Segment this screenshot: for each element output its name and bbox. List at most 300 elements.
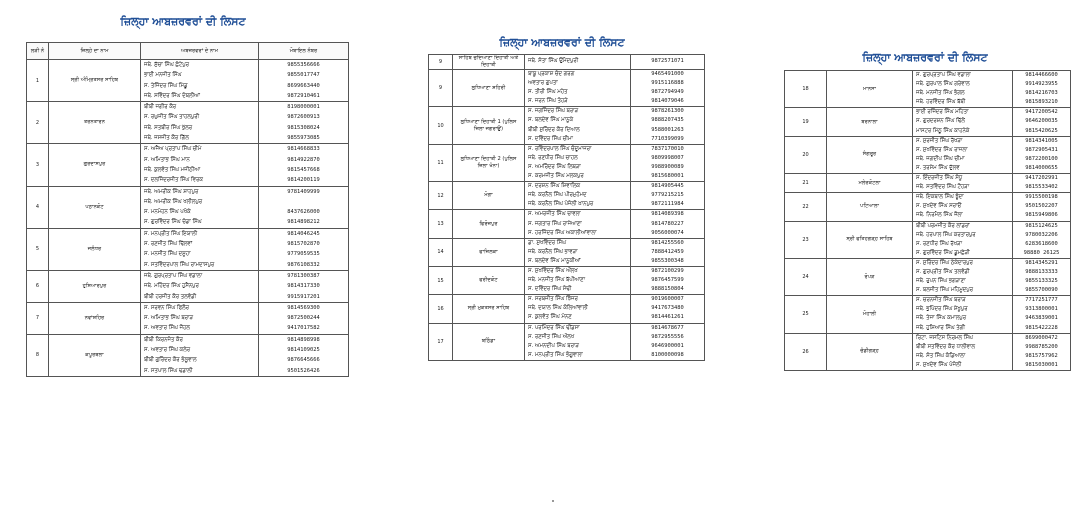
mobile-number: 9814089398 xyxy=(651,211,684,218)
table-row xyxy=(27,334,349,376)
observer-name: ਸ. ਅਮਿਤਾਭ ਸਿੰਘ ਮਾਨ xyxy=(144,156,190,163)
observer-name: ਜਥੇ. ਗੁਰਪ੍ਰਤਾਪ ਸਿੰਘ ਵਡਾਲਾ xyxy=(144,272,203,279)
table-row xyxy=(429,238,705,266)
observer-name: ਸ. ਸਰਬਜੀਤ ਸਿੰਘ ਝਿੰਜਰ xyxy=(528,296,578,303)
mobile-number: 9417673480 xyxy=(651,305,684,312)
mobile-number: 9888207435 xyxy=(651,117,684,124)
serial-cell xyxy=(785,258,827,295)
district-cell xyxy=(453,238,525,266)
mobile-number: 9814200119 xyxy=(287,177,320,184)
observer-name: ਸ. ਹਰਜਿੰਦਰ ਸਿੰਘ ਅਕਾਲੀਆਂਵਾਲਾ xyxy=(528,229,597,236)
observer-name: ਸ. ਮਨਜੀਤ ਸਿੰਘ ਦਸੂਹਾ xyxy=(144,251,191,258)
mobile-number: 9915917201 xyxy=(287,293,320,300)
serial-cell xyxy=(429,210,453,238)
mobile-number: 8437626000 xyxy=(287,209,320,216)
observer-name: ਜਥੇ. ਕਰਨੈਲ ਸਿੰਘ ਪੀਰਮੁਹੰਮਦ xyxy=(528,192,587,199)
serial-cell xyxy=(429,144,453,181)
table-body xyxy=(429,55,705,361)
mobile-number: 9815680001 xyxy=(651,173,684,180)
observer-name: ਜਥੇ. ਤੇਜਾ ਸਿੰਘ ਕਮਾਲਪੁਰ xyxy=(916,315,966,322)
observer-name: ਸ. ਮਨਪ੍ਰੀਤ ਸਿੰਘ ਭੋਗੂਵਾਲਾ xyxy=(528,351,583,358)
observer-name: ਸ. ਰਘੁਜੀਤ ਸਿੰਘ ਤਾਹਲਪੁਰੀ xyxy=(144,114,200,121)
observer-name: ਜਥੇ. ਰੁਪਨ ਸਿੰਘ ਭਗੜਾਣਾ xyxy=(916,278,966,285)
district-cell xyxy=(827,296,913,333)
observer-name: ਸ. ਅਮਰਿੰਦਰ ਸਿੰਘ ਲਿਬੜਾ xyxy=(528,163,581,170)
mobile-number: 8699663440 xyxy=(287,82,320,89)
observer-names-cell xyxy=(141,334,259,376)
observer-name: ਬੀਬੀ ਕਿਰਨਜੋਤ ਕੌਰ xyxy=(144,336,183,343)
observer-names-cell xyxy=(913,296,1013,333)
observer-name: ਜਥੇ. ਹਰਵਿੰਦਰ ਸਿੰਘ ਬੱਬੀ xyxy=(916,99,966,106)
observer-name: ਜਥੇ. ਭੁਪਿੰਦਰ ਸਿੰਘ ਸ਼ੇਖੂਪੁਰ xyxy=(916,306,968,313)
district-cell xyxy=(453,266,525,294)
mobile-number: 9814466600 xyxy=(1025,72,1058,78)
serial-cell xyxy=(429,295,453,323)
mobile-number: 9056000074 xyxy=(651,229,684,236)
observer-names-cell xyxy=(525,323,631,360)
district-cell xyxy=(453,210,525,238)
observer-name: ਬੀਬੀ ਸਤਵਿੰਦਰ ਕੌਰ ਧਾਲੀਵਾਲ xyxy=(916,343,975,350)
mobile-number: 7717251777 xyxy=(1025,297,1058,304)
serial-number: 26 xyxy=(802,348,809,355)
mobile-number: 9781300387 xyxy=(287,272,320,279)
table-row xyxy=(429,55,705,70)
mobile-number: 9878261300 xyxy=(651,108,684,115)
mobile-number: 9914923955 xyxy=(1025,81,1058,88)
mobile-number: 9313800001 xyxy=(1025,306,1058,313)
mobile-number: 9855973085 xyxy=(287,135,320,142)
mobile-number: 9855356666 xyxy=(287,62,320,68)
district-cell xyxy=(827,136,913,173)
observer-name: ਜਥੇ. ਜਗਦੀਪ ਸਿੰਘ ਚੀਮਾ xyxy=(916,155,965,162)
observer-name: ਜਥੇ. ਹਰਪਾਲ ਸਿੰਘ ਕਰਤਾਰਪੁਰ xyxy=(916,231,976,238)
district-name: ਲੁਧਿਆਣਾ ਦਿਹਾਤੀ 1 (ਪੁਲਿਸ ਜ਼ਿਲਾ ਜਗਰਾਉਂ) xyxy=(460,118,517,132)
observer-names-cell xyxy=(525,210,631,238)
mobile-number: 7888412459 xyxy=(651,248,684,255)
mobile-numbers-cell xyxy=(631,266,705,294)
observer-name: ਸ. ਅਮਿਤਾਭ ਸਿੰਘ ਬਰਾੜ xyxy=(144,315,193,322)
mobile-numbers-cell xyxy=(631,182,705,210)
serial-cell xyxy=(27,228,49,270)
mobile-numbers-cell xyxy=(631,107,705,144)
observer-name: ਜਥੇ. ਕਰਨੈਲ ਸਿੰਘ ਪੰਜੋਲੀ ਖ਼ਾਨਪੁਰ xyxy=(528,201,594,208)
list-page-3 xyxy=(770,40,1080,490)
table-row xyxy=(429,210,705,238)
table-row xyxy=(27,102,349,144)
observer-names-cell xyxy=(525,107,631,144)
observer-name: ਸ. ਸੁਖਵਿੰਦਰ ਸਿੰਘ ਔਲਖ xyxy=(528,267,578,274)
serial-number: 12 xyxy=(437,192,444,199)
mobile-number: 9417202991 xyxy=(1025,175,1058,182)
list-page-2 xyxy=(412,26,712,519)
observer-name: ਜਥੇ. ਅਮਰੀਕ ਸਿੰਘ ਸ਼ਾਹਪੁਰ xyxy=(144,188,199,195)
mobile-number: 9814079046 xyxy=(651,98,684,105)
observer-name: ਜਥੇ. ਸਤਵਿੰਦਰ ਸਿੰਘ ਟੌਹੜਾ xyxy=(916,184,970,191)
mobile-number: 9501502207 xyxy=(1025,203,1058,210)
observer-name: ਜਥੇ. ਸਵਿੰਦਰ ਸਿੰਘ ਦੋਬਲੀਆਂ xyxy=(144,92,200,99)
observer-names-cell xyxy=(913,108,1013,136)
mobile-number: 9417017582 xyxy=(287,325,320,332)
mobile-number: 9988900089 xyxy=(651,163,684,170)
district-cell xyxy=(49,60,141,102)
mobile-number: 9781409999 xyxy=(287,188,320,195)
district-cell xyxy=(827,221,913,258)
serial-cell xyxy=(27,270,49,302)
mobile-numbers-cell xyxy=(1013,193,1071,221)
district-name: ਮਲੇਰਕੋਟਲਾ xyxy=(858,179,881,186)
mobile-number: 9814461261 xyxy=(651,314,684,321)
observer-name: ਸ. ਕੁਲਵੰਤ ਸਿੰਘ ਮੰਨਣ xyxy=(528,314,572,321)
mobile-number: 9872955556 xyxy=(651,333,684,340)
district-name: ਲੁਧਿਆਣਾ ਦਿਹਾਤੀ 2 (ਪੁਲਿਸ ਜ਼ਿਲਾ ਖੰਨਾ) xyxy=(460,155,517,169)
district-name: ਕਪੂਰਥਲਾ xyxy=(85,351,104,358)
table-row xyxy=(429,295,705,323)
observer-name: ਸ. ਇੰਦਰਜੀਤ ਸਿੰਘ ਸੰਧੂ xyxy=(916,175,963,182)
district-cell xyxy=(827,71,913,108)
mobile-numbers-cell xyxy=(631,55,705,70)
table-row xyxy=(785,108,1071,136)
observer-name: ਡਾ. ਸੁਖਵਿੰਦਰ ਸਿੰਘ xyxy=(528,239,566,246)
mobile-number: 9814569300 xyxy=(287,304,320,311)
table-row xyxy=(429,182,705,210)
serial-cell xyxy=(27,144,49,186)
mobile-number: 9814109025 xyxy=(287,347,320,354)
serial-number: 20 xyxy=(802,151,809,158)
serial-cell xyxy=(27,302,49,334)
table-row xyxy=(785,136,1071,173)
mobile-number: 9915500198 xyxy=(1025,194,1058,201)
observer-name: ਭਾਈ ਰਜਿੰਦਰ ਸਿੰਘ ਮਹਿਤਾ xyxy=(916,109,969,116)
observer-name: ਜਥੇ. ਮਹਿੰਦਰ ਸਿੰਘ ਹੁਸੈਨਪੁਰ xyxy=(144,283,199,290)
observer-name: ਸ. ਜਰਨ ਸਿੰਘ ਤੋਹੜੇ xyxy=(528,98,568,105)
district-cell xyxy=(453,55,525,70)
mobile-numbers-cell xyxy=(1013,108,1071,136)
mobile-number: 9646900001 xyxy=(651,342,684,349)
district-name: ਬਠਿੰਡਾ xyxy=(481,338,496,345)
observer-name: ਜਥੇ. ਹੁਸ਼ਿਆਰ ਸਿੰਘ ਤੇਗੀ xyxy=(916,324,965,331)
serial-cell xyxy=(429,182,453,210)
mobile-number: 9855017747 xyxy=(287,72,320,79)
district-cell xyxy=(49,186,141,228)
table-row xyxy=(429,266,705,294)
serial-number: 9 xyxy=(438,59,443,65)
district-name: ਨਵਾਂਸ਼ਹਿਰ xyxy=(84,314,105,321)
observer-name: ਸ. ਜਗਤਾਰ ਸਿੰਘ ਰਾਜੇਆਣਾ xyxy=(528,220,582,227)
serial-cell xyxy=(27,334,49,376)
mobile-number: 9815030001 xyxy=(1025,361,1058,368)
mobile-number: 9646200035 xyxy=(1025,118,1058,125)
table-row xyxy=(27,270,349,302)
district-name: ਜਲੰਧਰ xyxy=(87,245,102,252)
observer-names-cell xyxy=(525,182,631,210)
observer-name: ਮਾਸਟਰ ਮਿੱਠੂ ਸਿੰਘ ਕਾਹਨੇਕੇ xyxy=(916,127,970,134)
mobile-number: 9876645666 xyxy=(287,357,320,364)
observer-name: ਜਥੇ. ਮਨਜੀਤ ਸਿੰਘ ਬੱਪੀਆਣਾ xyxy=(528,277,586,284)
mobile-numbers-cell xyxy=(1013,136,1071,173)
observer-names-cell xyxy=(913,333,1013,370)
observer-name: ਸ. ਅਵਤਾਰ ਸਿੰਘ ਕਲੇਰ xyxy=(144,347,190,354)
table-row xyxy=(429,107,705,144)
mobile-number: 9814255560 xyxy=(651,239,684,246)
mobile-number: 9019600007 xyxy=(651,296,684,303)
table-row xyxy=(27,228,349,270)
district-cell xyxy=(49,144,141,186)
serial-cell xyxy=(785,296,827,333)
serial-number: 9 xyxy=(438,85,443,92)
mobile-number: 9463839001 xyxy=(1025,315,1058,322)
mobile-numbers-cell xyxy=(631,210,705,238)
observer-name: ਸ. ਚਰਨਜੀਤ ਸਿੰਘ ਬਰਾੜ xyxy=(916,297,966,304)
serial-cell xyxy=(785,174,827,193)
district-cell xyxy=(49,102,141,144)
observer-name: ਸ. ਕਰਮਜੀਤ ਸਿੰਘ ਮਲਕਪੁਰ xyxy=(528,173,584,180)
serial-number: 15 xyxy=(437,277,444,284)
district-name: ਬਰਨਾਲਾ xyxy=(861,118,878,125)
serial-number: 2 xyxy=(35,119,40,126)
district-cell xyxy=(827,193,913,221)
observer-name: ਜਥੇ. ਸੰਤ ਸਿੰਘ ਕੰਡਿਆਲਾ xyxy=(916,352,966,359)
serial-number: 17 xyxy=(437,338,444,345)
serial-cell xyxy=(785,136,827,173)
observer-name: ਜਥੇ. ਦਯਾਲ ਸਿੰਘ ਕੋਲਿਆਂਵਾਲੀ xyxy=(528,305,588,312)
observer-names-cell xyxy=(141,228,259,270)
observer-name: ਸ. ਬਲਦੇਵ ਸਿੰਘ ਮਾਨੂਕੀਆਂ xyxy=(528,257,581,264)
district-cell xyxy=(453,295,525,323)
mobile-numbers-cell xyxy=(259,302,349,334)
serial-number: 5 xyxy=(35,246,40,253)
district-name: ਫਿਰੋਜ਼ਪੁਰ xyxy=(479,220,498,227)
serial-cell xyxy=(429,238,453,266)
observer-name: ਸ. ਗੁਰਪ੍ਰਤਾਪ ਸਿੰਘ ਵਡਾਲਾ xyxy=(916,72,971,78)
table-row xyxy=(785,221,1071,258)
district-name: ਗੁਰਦਾਸਪੁਰ xyxy=(83,161,106,168)
district-name: ਚੰਡੀਗੜ੍ਹ xyxy=(860,348,879,355)
mobile-number: 98880 26125 xyxy=(1023,249,1060,256)
mobile-number: 9815949806 xyxy=(1025,212,1058,219)
observer-name: ਸ. ਬਲਜੀਤ ਸਿੰਘ ਮਹਿਮੂਦਪੁਰ xyxy=(916,287,973,294)
observer-name: ਸ. ਦਵਿੰਦਰ ਸਿੰਘ ਸੋਢੀ xyxy=(528,286,572,293)
mobile-number: 9888133333 xyxy=(1025,268,1058,275)
observer-name: ਸ. ਦਰਸ਼ਨ ਸਿੰਘ ਸ਼ਿਵਾਲਿਕ xyxy=(528,183,581,190)
mobile-number: 9815422228 xyxy=(1025,324,1058,331)
serial-cell xyxy=(785,333,827,370)
district-cell xyxy=(453,182,525,210)
observer-name: ਸ. ਤੀਰੀ ਸਿੰਘ ਮਹੇਤ xyxy=(528,89,568,96)
mobile-number: 9814341005 xyxy=(1025,137,1058,144)
serial-number: 1 xyxy=(35,77,40,84)
mobile-number: 9814046245 xyxy=(287,230,320,237)
serial-number: 14 xyxy=(437,249,444,256)
district-name: ਸ੍ਰੀ ਅੰਮ੍ਰਿਤਸਰ ਸਾਹਿਬ xyxy=(70,77,119,84)
mobile-number: 9815308024 xyxy=(287,124,320,131)
district-name: ਰੋਪੜ xyxy=(864,273,875,280)
mobile-number: 9814678677 xyxy=(651,324,684,331)
observer-name: ਸ. ਦਲਜਿੰਦਰਜੀਤ ਸਿੰਘ ਵਿਰਕ xyxy=(144,177,203,184)
mobile-number: 9814922870 xyxy=(287,156,320,163)
mobile-number: 8100000098 xyxy=(651,351,684,358)
serial-cell xyxy=(785,108,827,136)
district-name: ਸਾਹਿਬ ਜ਼ੁਦਿਆਣਾ ਦਿਹਾਤੀ ਅਤੇ ਦਿਹਾਤੀ xyxy=(458,55,519,68)
mobile-numbers-cell xyxy=(631,238,705,266)
observer-name: ਸ. ਗੁਰਵਿੰਦਰ ਸਿੰਘ ਚੰਡਾ ਸਿੰਘ xyxy=(144,219,202,226)
mobile-number: 9872794949 xyxy=(651,89,684,96)
observer-name: ਸ. ਤੇਜਿੰਦਰ ਸਿੰਘ ਮਿੱਡੂ xyxy=(144,82,188,89)
mobile-number: 9814216703 xyxy=(1025,90,1058,97)
list-page-1 xyxy=(8,6,358,514)
observer-name: ਸ. ਸੁਖਵਿੰਦਰ ਸਿੰਘ ਰਾਜਲਾ xyxy=(916,146,968,153)
serial-number: 21 xyxy=(802,180,809,187)
mobile-number: 9815757962 xyxy=(1025,352,1058,359)
mobile-numbers-cell xyxy=(1013,296,1071,333)
observer-name: ਬਾਬੂ ਪ੍ਰਕਾਸ਼ ਚੰਦ ਗਰਗ xyxy=(528,71,575,77)
district-name: ਪਠਾਨਕੋਟ xyxy=(85,203,104,210)
serial-number: 10 xyxy=(437,122,444,129)
mobile-number: 9780032206 xyxy=(1025,231,1058,238)
district-cell xyxy=(49,228,141,270)
mobile-number: 7837170010 xyxy=(651,145,684,152)
header-observers: ਅਬਜ਼ਰਵਰਾਂ ਦੇ ਨਾਮ xyxy=(141,43,259,60)
mobile-numbers-cell xyxy=(259,228,349,270)
mobile-numbers-cell xyxy=(259,144,349,186)
mobile-number: 8699000472 xyxy=(1025,334,1058,341)
mobile-number: 9809998007 xyxy=(651,154,684,161)
district-name: ਸ੍ਰੀ ਮੁਕਤਸਰ ਸਾਹਿਬ xyxy=(467,305,510,312)
observer-name: ਭਾਈ ਮਨਜੀਤ ਸਿੰਘ xyxy=(144,72,182,79)
mobile-number: 9855700090 xyxy=(1025,287,1058,294)
observer-name: ਸ. ਗੁਰਵਿੰਦਰ ਸਿੰਘ ਡੂਮਛੇੜੀ xyxy=(916,249,970,256)
serial-cell xyxy=(785,221,827,258)
mobile-numbers-cell xyxy=(631,295,705,323)
observer-name: ਸ. ਬਲਦੇਵ ਸਿੰਘ ਮਾਨੂਕੇ xyxy=(528,117,574,124)
observer-name: ਬੀਬੀ ਸੁਰਿੰਦਰ ਕੌਰ ਦਿਆਲ xyxy=(528,126,580,133)
table-row xyxy=(429,70,705,107)
mobile-number: 9872200100 xyxy=(1025,155,1058,162)
observer-name: ਸ. ਸਰਵਨ ਸਿੰਘ ਫਿਲੌਰ xyxy=(144,304,189,311)
observer-names-cell xyxy=(913,221,1013,258)
mobile-number: 9815533402 xyxy=(1025,184,1058,191)
observer-name: ਸ. ਮਨਮੋਹਨ ਸਿੰਘ ਪਖੋਕੇ xyxy=(144,209,191,216)
table-body xyxy=(27,60,349,377)
observer-name: ਜਥੇ. ਕੁਲਵੰਤ ਸਿੰਘ ਮਜੀਠੀਆ xyxy=(144,166,201,173)
table-row xyxy=(785,333,1071,370)
mobile-number: 9814317330 xyxy=(287,283,320,290)
serial-cell xyxy=(785,193,827,221)
mobile-numbers-cell xyxy=(259,334,349,376)
mobile-number: 9872600913 xyxy=(287,114,320,121)
observer-name: ਸ. ਸੁਰਜੀਤ ਸਿੰਘ ਰੱਖੜਾ xyxy=(916,137,963,144)
serial-cell xyxy=(429,266,453,294)
observer-names-cell xyxy=(525,144,631,181)
mobile-number: 9872111984 xyxy=(651,201,684,208)
mobile-number: 9988785200 xyxy=(1025,343,1058,350)
district-name: ਫਰੀਦਕੋਟ xyxy=(479,277,498,284)
mobile-numbers-cell xyxy=(259,102,349,144)
district-cell xyxy=(49,334,141,376)
observer-names-cell xyxy=(141,302,259,334)
mobile-numbers-cell xyxy=(259,270,349,302)
mobile-numbers-cell xyxy=(1013,333,1071,370)
district-name: ਮੋਹਾਲੀ xyxy=(862,310,877,317)
observer-name: ਜਥੇ. ਸੰਤਾ ਸਿੰਘ ਉਮੈਦਪੁਰੀ xyxy=(528,58,579,65)
mobile-number: 9888150804 xyxy=(651,286,684,293)
district-name: ਸ੍ਰੀ ਫਤਿਹਗੜ੍ਹ ਸਾਹਿਬ xyxy=(846,236,893,243)
observer-name: ਸ. ਮਨਪ੍ਰੀਤ ਸਿੰਘ ਇਯਾਲੀ xyxy=(144,230,198,237)
observer-name: ਜਥੇ. ਕਰਨੈਲ ਸਿੰਘ ਭਾਵੜਾ xyxy=(528,248,578,255)
observer-table xyxy=(428,54,705,361)
table-row xyxy=(785,258,1071,295)
observer-table xyxy=(26,42,349,377)
observer-name: ਸ. ਸੁਖਦੇਵ ਸਿੰਘ ਪੰਜੋਲੀ xyxy=(916,361,962,368)
observer-table xyxy=(784,70,1071,371)
serial-cell xyxy=(429,107,453,144)
mobile-number: 9814668833 xyxy=(287,146,320,153)
district-cell xyxy=(827,258,913,295)
page-title: ਜ਼ਿਲ੍ਹਾ ਆਬਜ਼ਰਵਰਾਂ ਦੀ ਲਿਸਟ xyxy=(499,36,625,49)
observer-name: ਜਥੇ. ਇਕਬਾਲ ਸਿੰਘ ਝੂੰਦਾ xyxy=(916,194,964,201)
mobile-numbers-cell xyxy=(259,60,349,102)
mobile-number: 9876108332 xyxy=(287,261,320,268)
mobile-number: 9814898212 xyxy=(287,219,320,226)
serial-number: 11 xyxy=(437,159,444,166)
district-cell xyxy=(453,70,525,107)
observer-name: ਸ. ਦਵਿੰਦਰ ਸਿੰਘ ਚੀਮਾ xyxy=(528,135,573,142)
observer-names-cell xyxy=(525,55,631,70)
mobile-number: 9872910461 xyxy=(287,92,320,99)
mobile-number: 9779215215 xyxy=(651,192,684,199)
header-district: ਜ਼ਿਲ੍ਹੇ ਦਾ ਨਾਮ xyxy=(49,43,141,60)
table-row xyxy=(429,144,705,181)
observer-name: ਸ. ਪਰਮਿੰਦਰ ਸਿੰਘ ਢੀਂਡਸਾ xyxy=(528,324,580,331)
observer-name: ਜਥੇ. ਸੁੱਚਾ ਸਿੰਘ ਛੋਟੇਪੁਰ xyxy=(144,62,189,68)
district-name: ਸੰਗਰੂਰ xyxy=(862,151,877,158)
table-body xyxy=(785,71,1071,371)
observer-name: ਸ. ਤਰਸੇਮ ਸਿੰਘ ਦੁੱਲਵ xyxy=(916,164,960,171)
mobile-numbers-cell xyxy=(631,323,705,360)
mobile-number: 9815124625 xyxy=(1025,222,1058,229)
observer-name: ਜਥੇ. ਜਸਜੀਤ ਕੌਰ ਗਿੱਲ xyxy=(144,135,189,142)
table-header-row xyxy=(27,43,349,60)
serial-number: 24 xyxy=(802,274,809,281)
observer-name: ਜਥੇ. ਨਿਰਮੈਲ ਸਿੰਘ ਜੌਲਾ xyxy=(916,212,963,219)
mobile-numbers-cell xyxy=(1013,221,1071,258)
mobile-numbers-cell xyxy=(1013,258,1071,295)
observer-name: ਸ. ਅਵਤਾਰ ਸਿੰਘ ਜੌਹਲ xyxy=(144,325,190,332)
observer-names-cell xyxy=(525,266,631,294)
serial-number: 7 xyxy=(35,315,40,322)
observer-names-cell xyxy=(525,295,631,323)
mobile-number xyxy=(262,197,345,207)
serial-cell xyxy=(27,60,49,102)
district-cell xyxy=(453,107,525,144)
observer-names-cell xyxy=(141,186,259,228)
serial-cell xyxy=(429,70,453,107)
mobile-number: 9872100299 xyxy=(651,267,684,274)
mobile-number: 6283618600 xyxy=(1025,240,1058,247)
observer-name: ਸ. ਰਵਿੰਦਰਪਾਲ ਸਿੰਘ ਚੰਦੂਮਾਜਰਾ xyxy=(528,145,592,152)
district-cell xyxy=(49,302,141,334)
observer-name: ਸ. ਗੁਰਦਰਸ਼ਨ ਸਿੰਘ ਢਿੱਲੋਂ xyxy=(916,118,965,125)
header-serial: ਲੜੀ ਨੰ xyxy=(27,43,49,60)
observer-name: ਅਵਤਾਰ ਗੁਪਤਾ xyxy=(528,80,558,87)
observer-name: ਜਥੇ. ਸਤਬੀਰ ਸਿੰਘ ਖੁੱਲਰ xyxy=(144,124,193,131)
serial-number: 4 xyxy=(35,204,40,211)
mobile-number: 9855300348 xyxy=(651,257,684,264)
district-name: ਫਾਜ਼ਿਲਕਾ xyxy=(479,248,498,255)
mobile-number: 9915116888 xyxy=(651,80,684,87)
serial-number: 6 xyxy=(35,283,40,290)
mobile-number: 8198000001 xyxy=(287,104,320,111)
mobile-number: 9417200542 xyxy=(1025,109,1058,116)
